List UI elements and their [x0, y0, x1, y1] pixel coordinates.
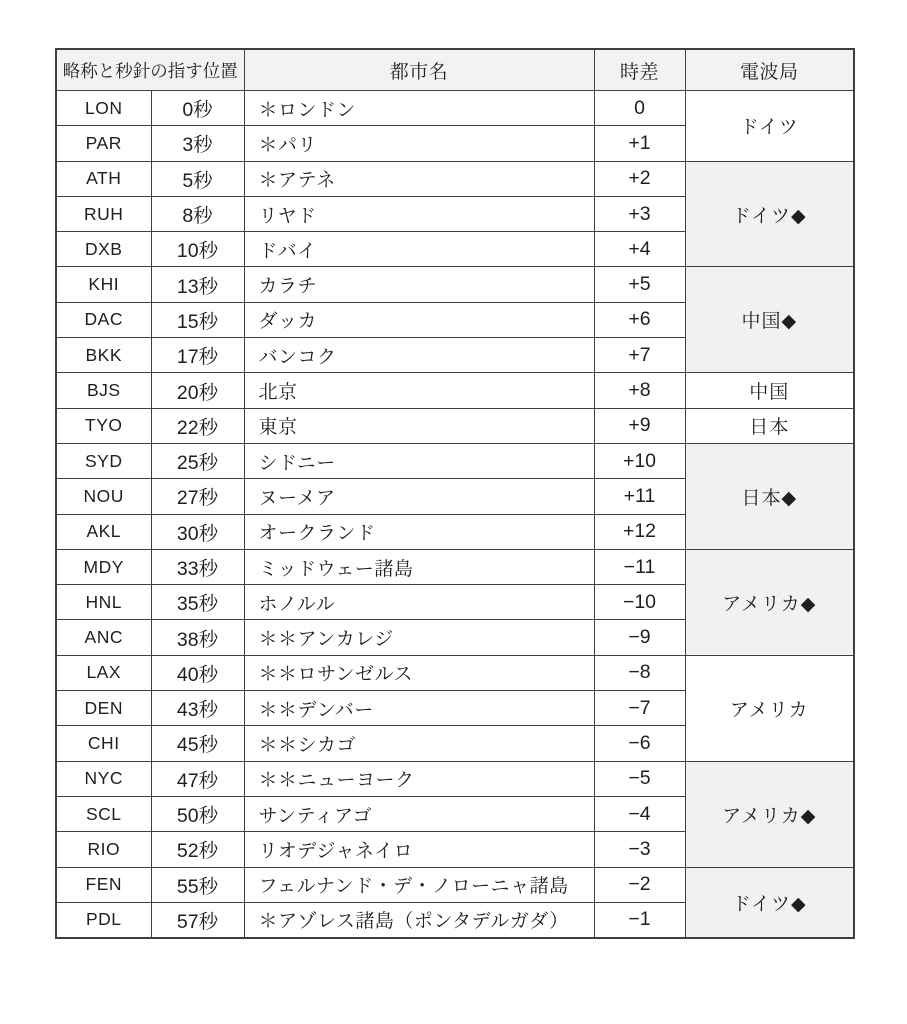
table-row [56, 373, 854, 408]
city-name-cell: ダッカ [244, 302, 594, 337]
city-code-cell: DXB [56, 232, 151, 267]
radio-station-cell: 中国◆ [685, 267, 854, 373]
city-code-cell: AKL [56, 514, 151, 549]
second-hand-position-cell: 17秒 [151, 338, 244, 373]
city-name-cell: ドバイ [244, 232, 594, 267]
city-name-cell: ＊パリ [244, 126, 594, 161]
second-hand-position-cell: 22秒 [151, 408, 244, 443]
city-name-cell: ＊＊シカゴ [244, 726, 594, 761]
radio-station-cell: アメリカ◆ [685, 549, 854, 655]
second-hand-position-cell: 55秒 [151, 867, 244, 902]
city-name-cell: リオデジャネイロ [244, 832, 594, 867]
time-difference-cell: −10 [594, 585, 685, 620]
second-hand-position-cell: 47秒 [151, 761, 244, 796]
second-hand-position-cell: 8秒 [151, 196, 244, 231]
header-city-name: 都市名 [244, 49, 594, 91]
time-difference-cell: +7 [594, 338, 685, 373]
city-name-cell: ＊アゾレス諸島（ポンタデルガダ） [244, 902, 594, 937]
city-name-cell: オークランド [244, 514, 594, 549]
radio-station-cell: アメリカ◆ [685, 761, 854, 867]
second-hand-position-cell: 40秒 [151, 655, 244, 690]
time-difference-cell: −8 [594, 655, 685, 690]
city-code-cell: HNL [56, 585, 151, 620]
city-name-cell: ＊ロンドン [244, 91, 594, 126]
header-row [56, 49, 854, 91]
second-hand-position-cell: 52秒 [151, 832, 244, 867]
city-code-cell: DEN [56, 691, 151, 726]
second-hand-position-cell: 38秒 [151, 620, 244, 655]
radio-station-cell: 日本 [685, 408, 854, 443]
radio-station-cell: ドイツ◆ [685, 161, 854, 267]
city-code-cell: LON [56, 91, 151, 126]
city-name-cell: ミッドウェー諸島 [244, 549, 594, 584]
city-name-cell: ＊アテネ [244, 161, 594, 196]
time-difference-cell: −5 [594, 761, 685, 796]
table-row [56, 91, 854, 126]
city-code-cell: NOU [56, 479, 151, 514]
time-difference-cell: −6 [594, 726, 685, 761]
time-difference-cell: −2 [594, 867, 685, 902]
time-difference-cell: +11 [594, 479, 685, 514]
time-difference-cell: −4 [594, 796, 685, 831]
second-hand-position-cell: 3秒 [151, 126, 244, 161]
world-time-city-table [55, 48, 855, 939]
city-code-cell: MDY [56, 549, 151, 584]
city-code-cell: PAR [56, 126, 151, 161]
time-difference-cell: −9 [594, 620, 685, 655]
city-name-cell: 北京 [244, 373, 594, 408]
city-code-cell: ANC [56, 620, 151, 655]
second-hand-position-cell: 27秒 [151, 479, 244, 514]
table-row [56, 549, 854, 584]
time-difference-cell: −1 [594, 902, 685, 937]
city-name-cell: ＊＊デンバー [244, 691, 594, 726]
second-hand-position-cell: 45秒 [151, 726, 244, 761]
time-difference-cell: −7 [594, 691, 685, 726]
second-hand-position-cell: 43秒 [151, 691, 244, 726]
table-body [56, 91, 854, 938]
time-difference-cell: −3 [594, 832, 685, 867]
second-hand-position-cell: 57秒 [151, 902, 244, 937]
second-hand-position-cell: 13秒 [151, 267, 244, 302]
radio-station-cell: アメリカ [685, 655, 854, 761]
radio-station-cell: ドイツ◆ [685, 867, 854, 938]
table-row [56, 655, 854, 690]
header-abbr-and-second-position: 略称と秒針の指す位置 [56, 49, 244, 91]
table-header [56, 49, 854, 91]
table-row [56, 761, 854, 796]
city-code-cell: BJS [56, 373, 151, 408]
city-code-cell: DAC [56, 302, 151, 337]
table-row [56, 408, 854, 443]
second-hand-position-cell: 33秒 [151, 549, 244, 584]
time-difference-cell: +1 [594, 126, 685, 161]
time-difference-cell: +5 [594, 267, 685, 302]
city-code-cell: FEN [56, 867, 151, 902]
time-difference-cell: +10 [594, 443, 685, 478]
radio-station-cell: ドイツ [685, 91, 854, 162]
city-code-cell: SCL [56, 796, 151, 831]
city-name-cell: ＊＊ロサンゼルス [244, 655, 594, 690]
city-name-cell: バンコク [244, 338, 594, 373]
time-difference-cell: +9 [594, 408, 685, 443]
time-difference-cell: +6 [594, 302, 685, 337]
second-hand-position-cell: 5秒 [151, 161, 244, 196]
second-hand-position-cell: 20秒 [151, 373, 244, 408]
table-row [56, 443, 854, 478]
city-code-cell: TYO [56, 408, 151, 443]
city-code-cell: SYD [56, 443, 151, 478]
time-difference-cell: +4 [594, 232, 685, 267]
city-code-cell: RIO [56, 832, 151, 867]
table-row [56, 267, 854, 302]
second-hand-position-cell: 35秒 [151, 585, 244, 620]
city-name-cell: フェルナンド・デ・ノローニャ諸島 [244, 867, 594, 902]
city-name-cell: ホノルル [244, 585, 594, 620]
second-hand-position-cell: 0秒 [151, 91, 244, 126]
city-name-cell: ＊＊ニューヨーク [244, 761, 594, 796]
second-hand-position-cell: 25秒 [151, 443, 244, 478]
time-difference-cell: +12 [594, 514, 685, 549]
city-name-cell: ＊＊アンカレジ [244, 620, 594, 655]
city-code-cell: RUH [56, 196, 151, 231]
city-code-cell: CHI [56, 726, 151, 761]
city-code-cell: KHI [56, 267, 151, 302]
time-difference-cell: +8 [594, 373, 685, 408]
header-time-difference: 時差 [594, 49, 685, 91]
radio-station-cell: 日本◆ [685, 443, 854, 549]
second-hand-position-cell: 50秒 [151, 796, 244, 831]
city-name-cell: ヌーメア [244, 479, 594, 514]
header-radio-station: 電波局 [685, 49, 854, 91]
city-name-cell: 東京 [244, 408, 594, 443]
city-code-cell: ATH [56, 161, 151, 196]
city-name-cell: リヤド [244, 196, 594, 231]
second-hand-position-cell: 10秒 [151, 232, 244, 267]
city-name-cell: サンティアゴ [244, 796, 594, 831]
city-name-cell: カラチ [244, 267, 594, 302]
time-difference-cell: +2 [594, 161, 685, 196]
table-row [56, 161, 854, 196]
city-code-cell: LAX [56, 655, 151, 690]
radio-station-cell: 中国 [685, 373, 854, 408]
time-difference-cell: +3 [594, 196, 685, 231]
time-difference-cell: −11 [594, 549, 685, 584]
second-hand-position-cell: 30秒 [151, 514, 244, 549]
city-code-cell: NYC [56, 761, 151, 796]
city-code-cell: PDL [56, 902, 151, 937]
table-row [56, 867, 854, 902]
second-hand-position-cell: 15秒 [151, 302, 244, 337]
time-difference-cell: 0 [594, 91, 685, 126]
city-name-cell: シドニー [244, 443, 594, 478]
city-code-cell: BKK [56, 338, 151, 373]
